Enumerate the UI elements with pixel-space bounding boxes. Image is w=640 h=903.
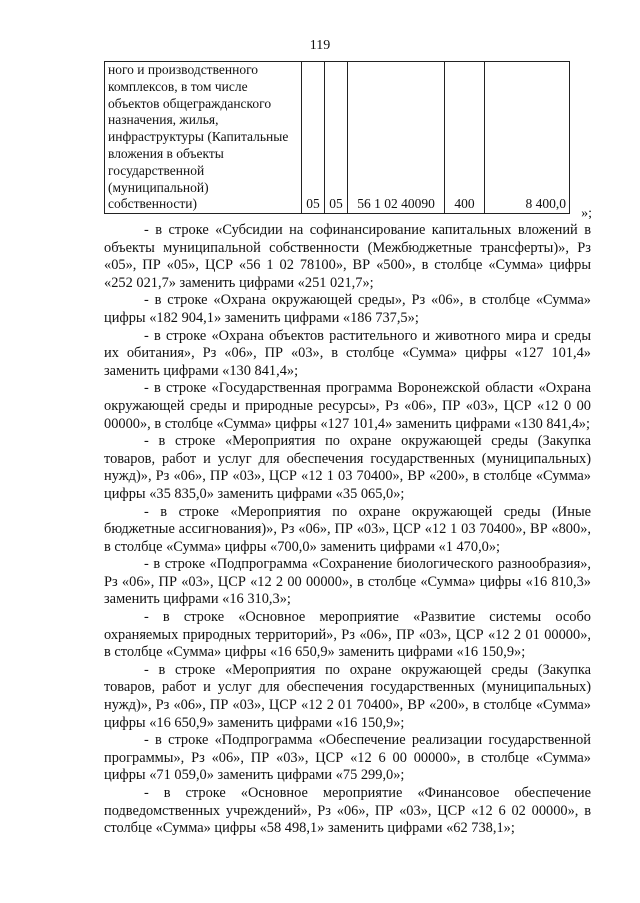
row-closing-quote: »;	[581, 206, 592, 221]
cell-sum: 8 400,0	[485, 62, 570, 214]
paragraph: - в строке «Субсидии на софинансирование капитальных вложений в объекты муниципальной собственности (Межбюджетные трансферты)», Рз «05», ПР «05», ЦСР «56 1 02 78100», ВР «500», в столбце «Сумма» цифры «252 021,7» заменить цифрами «251 021,7»;	[104, 222, 591, 291]
paragraph: - в строке «Основное мероприятие «Финансовое обеспечение подведомственных учреждений», Рз «06», ПР «03», ЦСР «12 6 02 00000», в столбце «Сумма» цифры «58 498,1» заменить цифрами «62 738,1»;	[104, 785, 591, 837]
paragraph: - в строке «Основное мероприятие «Развитие системы особо охраняемых природных территорий», Рз «06», ПР «03», ЦСР «12 2 01 00000», в столбце «Сумма» цифры «16 650,9» заменить цифрами «16 150,9»;	[104, 609, 591, 661]
paragraph: - в строке «Подпрограмма «Обеспечение реализации государственной программы», Рз «06», ПР «03», ЦСР «12 6 00 00000», в столбце «Сумма» цифры «71 059,0» заменить цифрами «75 299,0»;	[104, 732, 591, 784]
paragraph: - в строке «Мероприятия по охране окружающей среды (Иные бюджетные ассигнования)», Рз «06», ПР «03», ЦСР «12 1 03 70400», ВР «800», в столбце «Сумма» цифры «700,0» заменить цифрами «1 470,0»;	[104, 503, 591, 555]
paragraph: - в строке «Подпрограмма «Сохранение биологического разнообразия», Рз «06», ПР «03», ЦСР «12 2 00 00000», в столбце «Сумма» цифры «16 810,3» заменить цифрами «16 310,3»;	[104, 556, 591, 608]
cell-name: ного и производственного комплексов, в том числе объектов общегражданского назначения, жилья, инфраструктуры (Капитальные вложения в объекты государственной (муниципальной) собственности)	[105, 62, 302, 214]
paragraph: - в строке «Государственная программа Воронежской области «Охрана окружающей среды и природные ресурсы», Рз «06», ПР «03», ЦСР «12 0 00 00000», в столбце «Сумма» цифры «127 101,4» заменить цифрами «130 841,4»;	[104, 380, 591, 432]
amendments-text	[104, 222, 591, 838]
paragraph: - в строке «Мероприятия по охране окружающей среды (Закупка товаров, работ и услуг для обеспечения государственных (муниципальных) нужд)», Рз «06», ПР «03», ЦСР «12 2 01 70400», ВР «200», в столбце «Сумма» цифры «16 650,9» заменить цифрами «16 150,9»;	[104, 661, 591, 731]
cell-csr: 56 1 02 40090	[348, 62, 445, 214]
cell-rz: 05	[302, 62, 325, 214]
paragraph: - в строке «Охрана объектов растительного и животного мира и среды их обитания», Рз «06», ПР «03», в столбце «Сумма» цифры «127 101,4» заменить цифрами «130 841,4»;	[104, 327, 591, 379]
paragraph: - в строке «Мероприятия по охране окружающей среды (Закупка товаров, работ и услуг для обеспечения государственных (муниципальных) нужд)», Рз «06», ПР «03», ЦСР «12 1 03 70400», ВР «200», в столбце «Сумма» цифры «35 835,0» заменить цифрами «35 065,0»;	[104, 433, 591, 502]
paragraph: - в строке «Охрана окружающей среды», Рз «06», в столбце «Сумма» цифры «182 904,1» заменить цифрами «186 737,5»;	[104, 292, 591, 326]
budget-table	[104, 61, 570, 214]
cell-vr: 400	[445, 62, 485, 214]
table-row	[105, 62, 570, 214]
cell-pr: 05	[325, 62, 348, 214]
page-number: 119	[309, 38, 331, 53]
